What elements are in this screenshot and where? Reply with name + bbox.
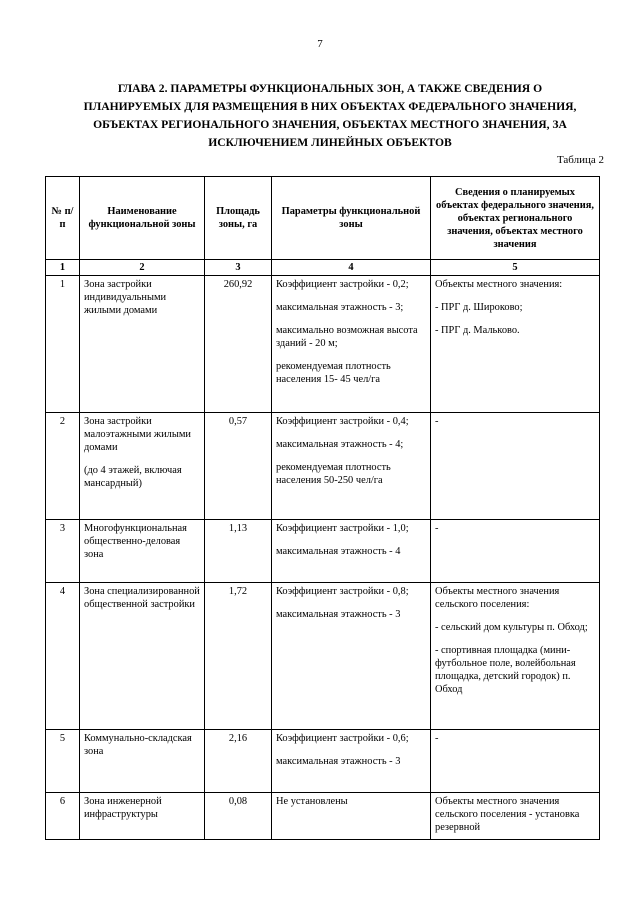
zone-area: 2,16 — [205, 730, 272, 793]
parameter-line: Коэффициент застройки - 0,2; — [276, 279, 409, 290]
zone-parameters-cell — [272, 520, 431, 583]
row-number: 4 — [46, 583, 80, 730]
zone-area: 0,57 — [205, 413, 272, 520]
object-line: - спортивная площадка (мини-футбольное поле, волейбольная площадка, детский городок) п. Обход — [435, 645, 576, 695]
zone-parameters-cell — [272, 730, 431, 793]
parameter-line: максимальная этажность - 4 — [276, 546, 401, 557]
planned-objects-cell — [431, 520, 600, 583]
object-line: Объекты местного значения сельского поселения: — [435, 586, 560, 610]
parameter-line: максимально возможная высота зданий - 20 м; — [276, 325, 418, 349]
row-number: 1 — [46, 276, 80, 413]
zone-name-cell — [80, 520, 205, 583]
zone-name-cell — [80, 730, 205, 793]
page-number: 7 — [317, 38, 323, 50]
object-line: - ПРГ д. Мальково. — [435, 325, 520, 336]
header-parameters: Параметры функциональной зоны — [272, 177, 431, 260]
parameter-line: максимальная этажность - 3 — [276, 756, 401, 767]
zone-name-cell — [80, 583, 205, 730]
zone-name: Зона застройки индивидуальными жилыми домами — [84, 279, 167, 316]
parameter-line: максимальная этажность - 3; — [276, 302, 404, 313]
header-zone-name: Наименование функциональной зоны — [80, 177, 205, 260]
column-number: 4 — [272, 260, 431, 276]
zone-name-cell — [80, 276, 205, 413]
parameter-line: рекомендуемая плотность населения 50-250 чел/га — [276, 462, 391, 486]
planned-objects-cell — [431, 276, 600, 413]
zone-name-note: (до 4 этажей, включая мансардный) — [84, 465, 182, 489]
column-number: 5 — [431, 260, 600, 276]
object-line: - — [435, 733, 439, 744]
zone-name: Коммунально-складская зона — [84, 733, 192, 757]
table-row — [46, 276, 600, 413]
object-line: Объекты местного значения: — [435, 279, 563, 290]
parameter-line: максимальная этажность - 3 — [276, 609, 401, 620]
zone-name-cell — [80, 413, 205, 520]
zone-name: Зона инженерной инфраструктуры — [84, 796, 162, 820]
header-area: Площадь зоны, га — [205, 177, 272, 260]
header-number: № п/п — [46, 177, 80, 260]
zones-table — [45, 176, 600, 840]
zone-area: 0,08 — [205, 793, 272, 840]
row-number: 6 — [46, 793, 80, 840]
object-line: Объекты местного значения сельского поселения - установка резервной — [435, 796, 580, 833]
zone-name: Зона застройки малоэтажными жилыми домами — [84, 416, 191, 453]
zone-parameters-cell — [272, 583, 431, 730]
planned-objects-cell — [431, 730, 600, 793]
row-number: 2 — [46, 413, 80, 520]
zone-name-cell — [80, 793, 205, 840]
zone-name: Многофункциональная общественно-деловая зона — [84, 523, 187, 560]
table-row — [46, 793, 600, 840]
planned-objects-cell — [431, 413, 600, 520]
table-row — [46, 520, 600, 583]
table-label: Таблица 2 — [556, 154, 604, 166]
object-line: - — [435, 523, 439, 534]
table-row — [46, 583, 600, 730]
zone-area: 1,13 — [205, 520, 272, 583]
parameter-line: Коэффициент застройки - 0,6; — [276, 733, 409, 744]
table-row — [46, 730, 600, 793]
column-number: 1 — [46, 260, 80, 276]
table-row — [46, 413, 600, 520]
parameter-line: Коэффициент застройки - 0,4; — [276, 416, 409, 427]
parameter-line: максимальная этажность - 4; — [276, 439, 404, 450]
column-number: 2 — [80, 260, 205, 276]
header-planned-objects: Сведения о планируемых объектах федерального значения, объектах регионального значения, объектах местного значения — [431, 177, 600, 260]
zone-name: Зона специализированной общественной застройки — [84, 586, 200, 610]
table-header-row — [46, 177, 600, 260]
zone-parameters-cell — [272, 793, 431, 840]
planned-objects-cell — [431, 583, 600, 730]
column-number-row — [46, 260, 600, 276]
parameter-line: рекомендуемая плотность населения 15- 45 чел/га — [276, 361, 391, 385]
zone-area: 260,92 — [205, 276, 272, 413]
chapter-title: ГЛАВА 2. ПАРАМЕТРЫ ФУНКЦИОНАЛЬНЫХ ЗОН, А ТАКЖЕ СВЕДЕНИЯ О ПЛАНИРУЕМЫХ ДЛЯ РАЗМЕЩЕНИЯ В НИХ ОБЪЕКТАХ ФЕДЕРАЛЬНОГО ЗНАЧЕНИЯ, ОБЪЕКТАХ РЕГИОНАЛЬНОГО ЗНАЧЕНИЯ, ОБЪЕКТАХ МЕСТНОГО ЗНАЧЕНИЯ, ЗА ИСКЛЮЧЕНИЕМ ЛИНЕЙНЫХ ОБЪЕКТОВ — [83, 82, 577, 149]
object-line: - сельский дом культуры п. Обход; — [435, 622, 588, 633]
row-number: 5 — [46, 730, 80, 793]
row-number: 3 — [46, 520, 80, 583]
object-line: - ПРГ д. Широково; — [435, 302, 523, 313]
parameter-line: Коэффициент застройки - 1,0; — [276, 523, 409, 534]
parameter-line: Коэффициент застройки - 0,8; — [276, 586, 409, 597]
object-line: - — [435, 416, 439, 427]
parameter-line: Не установлены — [276, 796, 348, 807]
zone-parameters-cell — [272, 276, 431, 413]
planned-objects-cell — [431, 793, 600, 840]
zone-area: 1,72 — [205, 583, 272, 730]
zone-parameters-cell — [272, 413, 431, 520]
column-number: 3 — [205, 260, 272, 276]
